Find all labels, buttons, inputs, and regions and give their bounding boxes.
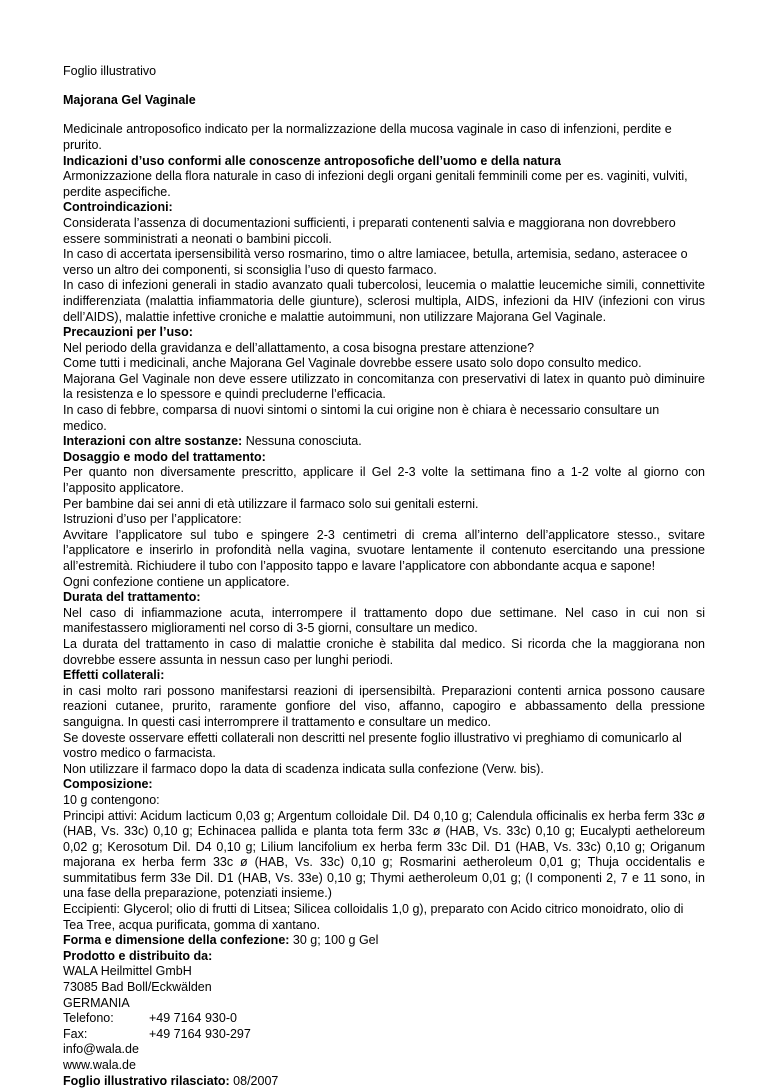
- interactions-text: Nessuna conosciuta.: [242, 434, 362, 449]
- composition-paragraph: Eccipienti: Glycerol; olio di frutti di Litsea; Silicea colloidalis 1,0 g), preparato con Acido citrico monoidrato, olio di Tea Tree, acqua purificata, gomma di xantano.: [63, 902, 684, 932]
- product-title: Majorana Gel Vaginale: [63, 93, 196, 108]
- manufacturer-line: 73085 Bad Boll/Eckwälden: [63, 980, 212, 995]
- precautions-paragraph: Nel periodo della gravidanza e dell’allattamento, a cosa bisogna prestare attenzione?: [63, 340, 535, 355]
- manufacturer-line: GERMANIA: [63, 995, 130, 1010]
- duration-paragraph: La durata del trattamento in caso di malattie croniche è stabilita dal medico. Si ricorda che la maggiorana non dovrebbe essere assunta in nessun caso per lunghi periodi.: [63, 636, 705, 667]
- manufacturer-line: WALA Heilmittel GmbH: [63, 964, 192, 979]
- dosage-paragraph: Avvitare l’applicatore sul tubo e spingere 2-3 centimetri di crema all’interno dell’applicatore stesso., svitare l’applicatore e inserirlo in profondità nella vagina, svuotare lentamente il contenuto esercitando una pressione all’estremità. Richiudere il tubo con l’apposito tappo e lavare l’applicatore con abbondante acqua e sapone!: [63, 527, 705, 573]
- indications-text: Armonizzazione della flora naturale in caso di infezioni degli organi genitali femminili come per es. vaginiti, vulviti, perdite aspecifiche.: [63, 169, 688, 199]
- fax-row: [63, 1027, 705, 1043]
- side-effects-paragraph: in casi molto rari possono manifestarsi reazioni di ipersensibiltà. Preparazioni contenti arnica possono causare reazioni cutanee, prurito, raramente gonfiore del viso, affanno, capogiro e abbassamento della pressione sanguigna. In questi casi interromprere il trattamento e consultare un medico.: [63, 683, 705, 729]
- intro-text: Medicinale antroposofico indicato per la normalizzazione della mucosa vaginale in caso di infenzioni, perdite e prurito.: [63, 122, 672, 152]
- interactions-heading: Interazioni con altre sostanze:: [63, 434, 243, 449]
- precautions-heading: Precauzioni per l’uso:: [63, 325, 193, 340]
- document-header: Foglio illustrativo: [63, 64, 157, 78]
- phone-label: Telefono:: [63, 1011, 114, 1026]
- packaging-heading: Forma e dimensione della confezione:: [63, 933, 290, 948]
- manufacturer-heading: Prodotto e distribuito da:: [63, 948, 213, 963]
- composition-heading: Composizione:: [63, 777, 153, 792]
- contraindications-paragraph: In caso di accertata ipersensibilità verso rosmarino, timo o altre lamiacee, betulla, artemisia, sedano, asteracee o verso un altro dei componenti, si sconsiglia l’uso di questo farmaco.: [63, 247, 688, 277]
- precautions-paragraph: In caso di febbre, comparsa di nuovi sintomi o sintomi la cui origine non è chiara è necessario consultare un medico.: [63, 403, 660, 433]
- side-effects-heading: Effetti collaterali:: [63, 668, 165, 683]
- dosage-paragraph: Per quanto non diversamente prescritto, applicare il Gel 2-3 volte la settimana fino a 1-2 volte al giorno con l’apposito applicatore.: [63, 465, 705, 496]
- phone-number: +49 7164 930-0: [149, 1011, 237, 1026]
- fax-number: +49 7164 930-297: [149, 1026, 251, 1041]
- precautions-paragraph: Come tutti i medicinali, anche Majorana Gel Vaginale dovrebbe essere usato solo dopo consulto medico.: [63, 356, 642, 371]
- leaflet-document: [63, 64, 705, 1089]
- precautions-paragraph: Majorana Gel Vaginale non deve essere utilizzato in concomitanza con preservativi di latex in quanto può diminuire la resistenza e lo spessore e quindi precluderne l’efficacia.: [63, 371, 705, 402]
- website-text: www.wala.de: [63, 1058, 136, 1072]
- dosage-paragraph: Istruzioni d’uso per l’applicatore:: [63, 512, 242, 527]
- contraindications-paragraph: In caso di infezioni generali in stadio avanzato quali tubercolosi, leucemia o malattie leucemiche simili, connettivite indifferenziata (malattia infiammatoria delle giunture), sclerosi multipla, AIDS, infezioni da HIV (infezioni con virus dell’AIDS), malattie infettive croniche e malattie autoimmuni, non utilizzare Majorana Gel Vaginale.: [63, 278, 705, 324]
- dosage-heading: Dosaggio e modo del trattamento:: [63, 449, 266, 464]
- issued-date: 08/2007: [229, 1073, 279, 1088]
- issued-heading: Foglio illustrativo rilasciato:: [63, 1073, 230, 1088]
- contraindications-paragraph: Considerata l’assenza di documentazioni sufficienti, i preparati contenenti salvia e maggiorana non dovrebbero essere somministrati a neonati o bambini piccoli.: [63, 215, 676, 246]
- interactions-line: [63, 434, 705, 450]
- composition-paragraph: Principi attivi: Acidum lacticum 0,03 g; Argentum colloidale Dil. D4 0,10 g; Calendula officinalis ex herba ferm 33c ø (HAB, Vs. 33c) 0,10 g; Echinacea pallida e planta tota ferm 33c ø (HAB, Vs. 33c) 0,10 g; Eucalypti aetheloreum 0,02 g; Kerosotum Dil. D4 0,10 g; Lilium lancifolium ex herba ferm 33c Dil. D1 (HAB, Vs. 33c) 0,10 g; Origanum majorana ex herba ferm 33c ø (HAB, Vs. 33c) 0,10 g; Rosmarini aetheroleum 0,01 g; Thuja occidentalis e summitatibus ferm 33e Dil. D1 (HAB, Vs. 33e) 0,10 g; Thymi aetheroleum 0,01 g; (I componenti 2, 7 e 11 sono, in una fase della preparazione, potenziati insieme.): [63, 808, 705, 901]
- duration-paragraph: Nel caso di infiammazione acuta, interrompere il trattamento dopo due settimane. Nel caso in cui non si manifestassero miglioramenti nel corso di 3-5 giorni, consultare un medico.: [63, 605, 705, 636]
- packaging-line: [63, 933, 705, 949]
- duration-heading: Durata del trattamento:: [63, 590, 201, 605]
- issued-line: [63, 1074, 705, 1089]
- dosage-paragraph: Per bambine dai sei anni di età utilizzare il farmaco solo sui genitali esterni.: [63, 496, 479, 511]
- email-text: info@wala.de: [63, 1042, 139, 1057]
- phone-row: [63, 1011, 705, 1027]
- side-effects-paragraph: Non utilizzare il farmaco dopo la data di scadenza indicata sulla confezione (Verw. bis).: [63, 761, 544, 776]
- fax-label: Fax:: [63, 1026, 88, 1041]
- contraindications-heading: Controindicazioni:: [63, 200, 173, 215]
- indications-heading: Indicazioni d’uso conformi alle conoscenze antroposofiche dell’uomo e della natura: [63, 153, 561, 168]
- packaging-text: 30 g; 100 g Gel: [289, 933, 379, 948]
- side-effects-paragraph: Se doveste osservare effetti collaterali non descritti nel presente foglio illustrativo vi preghiamo di comunicarlo al vostro medico o farmacista.: [63, 730, 682, 761]
- composition-paragraph: 10 g contengono:: [63, 792, 160, 807]
- dosage-paragraph: Ogni confezione contiene un applicatore.: [63, 574, 290, 589]
